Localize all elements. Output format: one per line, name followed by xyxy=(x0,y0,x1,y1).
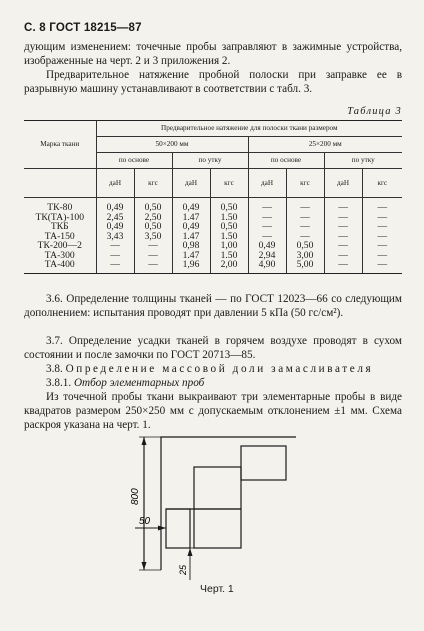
header-brand: Марка ткани xyxy=(24,121,96,169)
square-middle xyxy=(194,467,241,509)
section-3-8-title: Определение массовой доли замасливателя xyxy=(65,363,374,375)
table-cell-value: 1.47 xyxy=(172,213,210,223)
header-unit-dan: даН xyxy=(172,169,210,198)
table-cell-value: — xyxy=(362,251,402,261)
table-cell-value: — xyxy=(362,213,402,223)
table-cell-value: 1.50 xyxy=(210,213,248,223)
table-cell-value: 1.47 xyxy=(172,251,210,261)
arrow-50 xyxy=(158,526,166,531)
table-cell-value: 0,49 xyxy=(172,198,210,213)
header-size-50: 50×200 мм xyxy=(96,137,248,153)
header-size-25: 25×200 мм xyxy=(248,137,402,153)
table-cell-value: — xyxy=(324,232,362,242)
table-cell-value: 1.47 xyxy=(172,232,210,242)
paragraph-3-8-1-text: Из точечной пробы ткани выкраивают три элементарные пробы в виде квадратов размером 250×250 мм с допускаемым отклонением ±1 мм. Схема раскроя указана на черт. 1. xyxy=(24,391,402,431)
header-warp-2: по основе xyxy=(248,153,324,169)
table-cell-value: — xyxy=(286,198,324,213)
table-cell-value: 1,96 xyxy=(172,260,210,273)
table-cell-value: 2,00 xyxy=(210,260,248,273)
table-cell-value: 2,94 xyxy=(248,251,286,261)
table-cell-value: — xyxy=(134,260,172,273)
header-unit-kgs: кгс xyxy=(134,169,172,198)
table-cell-value: — xyxy=(362,198,402,213)
table-cell-value: — xyxy=(324,241,362,251)
table-cell-value: 0,50 xyxy=(286,241,324,251)
table-cell-value: — xyxy=(324,222,362,232)
table-cell-value: 3,50 xyxy=(134,232,172,242)
table-cell-value: — xyxy=(96,260,134,273)
header-unit-dan: даН xyxy=(96,169,134,198)
table-cell-value: — xyxy=(324,260,362,273)
table-cell-value: 2,50 xyxy=(134,213,172,223)
table-cell-value: 1.50 xyxy=(210,232,248,242)
dimension-50-label: 50 xyxy=(139,516,151,527)
table-cell-value: 3,43 xyxy=(96,232,134,242)
table-cell-value: 3,00 xyxy=(286,251,324,261)
header-unit-kgs: кгс xyxy=(286,169,324,198)
table-cell-value: — xyxy=(362,222,402,232)
header-weft-2: по утку xyxy=(324,153,402,169)
table-cell-value: — xyxy=(248,213,286,223)
dimension-25-label: 25 xyxy=(178,564,188,575)
table-cell-value: — xyxy=(134,241,172,251)
table-cell-value: — xyxy=(324,198,362,213)
table-cell-value: — xyxy=(286,213,324,223)
header-warp-1: по основе xyxy=(96,153,172,169)
table-cell-value: 0,50 xyxy=(134,198,172,213)
table-cell-value: — xyxy=(96,241,134,251)
table-cell-value: — xyxy=(324,251,362,261)
header-unit-dan: даН xyxy=(248,169,286,198)
paragraph-3-6-text: 3.6. Определение толщины тканей — по ГОСТ 12023—66 со следующим дополнением: испытания проводят при давлении 5 кПа (50 гс/см²). xyxy=(24,293,402,319)
header-unit-kgs: кгс xyxy=(362,169,402,198)
arrow-800-top xyxy=(142,437,147,445)
table-cell-value: — xyxy=(362,260,402,273)
table-cell-value: — xyxy=(96,251,134,261)
table-cell-value: 0,50 xyxy=(210,198,248,213)
sample-outline xyxy=(161,437,296,570)
header-unit-kgs: кгс xyxy=(210,169,248,198)
page-header: С. 8 ГОСТ 18215—87 xyxy=(24,22,142,34)
table-cell-value: — xyxy=(134,251,172,261)
table-cell-value: 5,00 xyxy=(286,260,324,273)
table-caption: Таблица 3 xyxy=(347,106,402,117)
figure-caption: Черт. 1 xyxy=(200,583,234,595)
table-cell-value: — xyxy=(362,241,402,251)
table-cell-brand: ТК-80 xyxy=(47,202,73,213)
table-cell-value: 0,49 xyxy=(96,222,134,232)
square-middle-base xyxy=(194,509,241,548)
square-bottom xyxy=(166,509,190,548)
table-cell-brand: ТА-300 xyxy=(44,249,75,261)
table-cell-brand: ТА-150 xyxy=(44,230,75,242)
table-cell-brand: ТК(ТА)-100 xyxy=(35,211,85,223)
table-cell-value: 4,90 xyxy=(248,260,286,273)
header-group: Предварительное натяжение для полоски ткани размером xyxy=(96,121,402,137)
table-cell-value: 0,49 xyxy=(248,241,286,251)
table-cell-value: — xyxy=(324,213,362,223)
table-cell-value: — xyxy=(248,232,286,242)
table-cell-value: 0,50 xyxy=(210,222,248,232)
header-weft-1: по утку xyxy=(172,153,248,169)
table-cell-value: 0,49 xyxy=(96,198,134,213)
section-3-8-1-title: Отбор элементарных проб xyxy=(73,377,205,389)
table-cell-value: — xyxy=(248,222,286,232)
table-cell-value: — xyxy=(286,232,324,242)
table-cell-value: 0,98 xyxy=(172,241,210,251)
arrow-25 xyxy=(188,548,193,556)
header-unit-dan: даН xyxy=(324,169,362,198)
paragraph-3-7-text: 3.7. Определение усадки тканей в горячем воздухе проводят в сухом состоянии и после замочки по ГОСТ 20713—85. xyxy=(24,335,402,361)
table-cell-value: 1.50 xyxy=(210,251,248,261)
paragraph-tension-text: Предварительное натяжение пробной полоски при заправке ее в разрывную машину устанавливают в соответствии с табл. 3. xyxy=(24,69,402,95)
arrow-800-bottom xyxy=(142,562,147,570)
table-cell-value: 2,45 xyxy=(96,213,134,223)
paragraph-continuation: дующим изменением: точечные пробы заправляют в зажимные устройства, изображенные на черт. 2 и 3 приложения 2. xyxy=(24,41,402,67)
table-cell-value: — xyxy=(362,232,402,242)
section-3-8-1-number: 3.8.1. xyxy=(46,377,72,389)
table-cell-value: — xyxy=(286,222,324,232)
section-3-8-number: 3.8. xyxy=(46,363,63,375)
table-cell-brand: ТА-400 xyxy=(24,260,96,273)
table-cell-value: — xyxy=(248,198,286,213)
dimension-800-label: 800 xyxy=(130,488,141,505)
table-cell-value: 1,00 xyxy=(210,241,248,251)
table-cell-value: 0,50 xyxy=(134,222,172,232)
square-top xyxy=(241,446,286,480)
table-cell-brand: ТКБ xyxy=(50,221,69,232)
table-cell-value: 0,49 xyxy=(172,222,210,232)
table-cell-brand: ТК-200—2 xyxy=(37,240,82,251)
